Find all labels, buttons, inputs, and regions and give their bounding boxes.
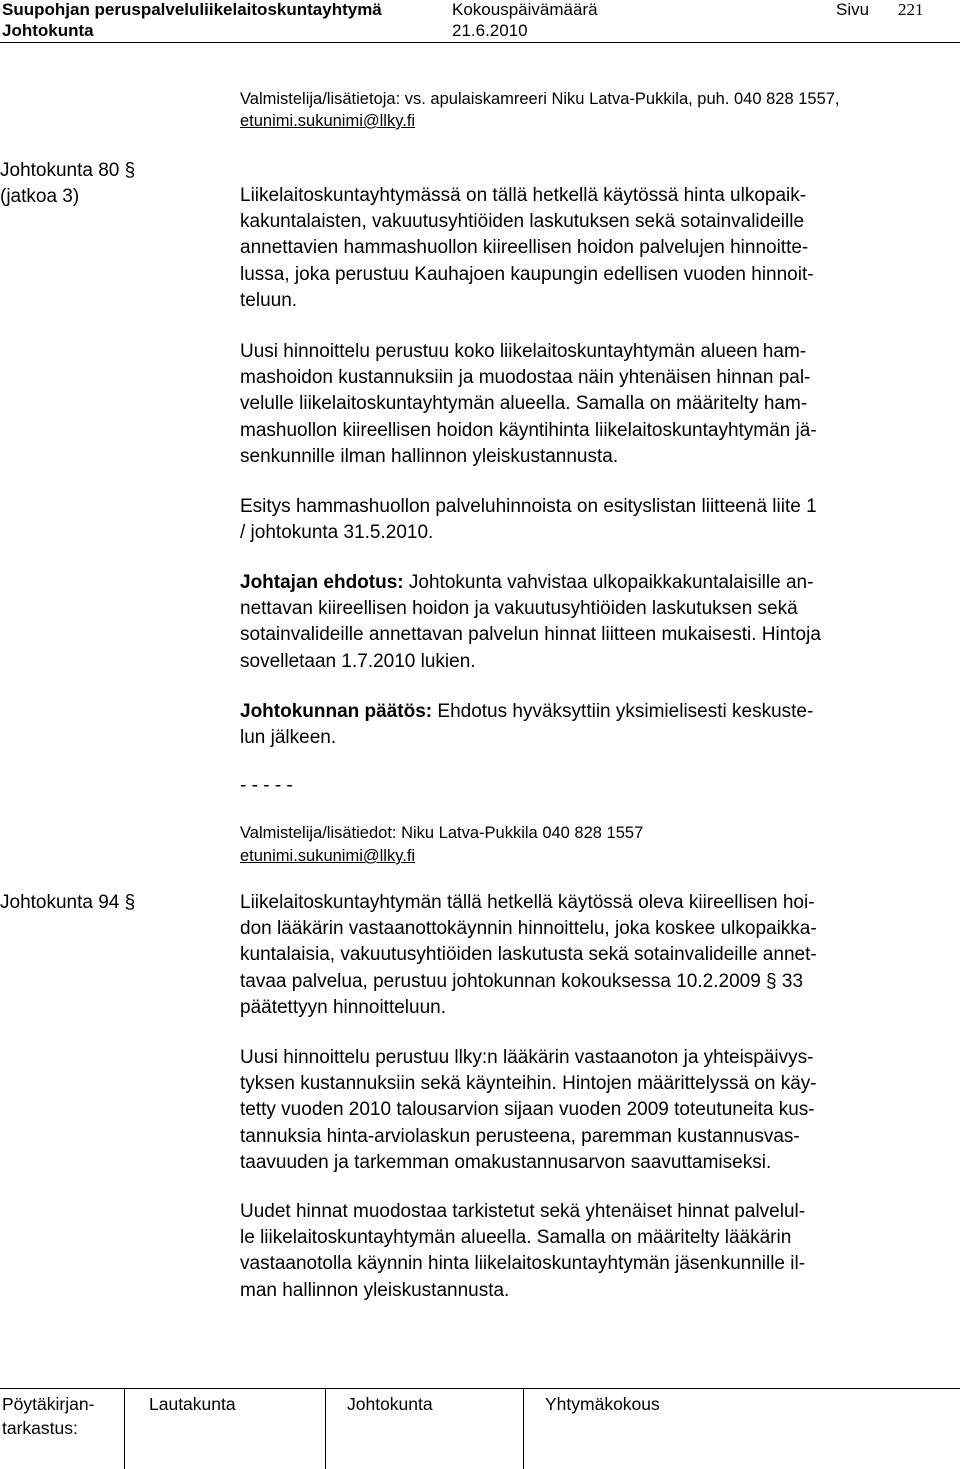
preparer-email-link[interactable]: etunimi.sukunimi@llky.fi [240, 847, 416, 865]
text-line: Johtokunta vahvistaa ulkopaikkakuntalaisille an- [403, 572, 814, 593]
text-line: Uudet hinnat muodostaa tarkistetut sekä yhtenäiset hinnat palvelul- [240, 1201, 806, 1222]
meeting-date: 21.6.2010 [452, 21, 528, 40]
section-ref: Johtokunta 94 § [0, 892, 136, 913]
footer-divider [523, 1389, 524, 1469]
decision-label: Johtokunnan päätös: [240, 701, 433, 722]
paragraph-1 [240, 183, 940, 314]
signature-johtokunta: Johtokunta [347, 1394, 433, 1414]
text-line: senkunnille ilman hallinnon yleiskustannusta. [240, 445, 619, 467]
header-rule [0, 42, 960, 43]
text-line: Liikelaitoskuntayhtymän tällä hetkellä käytössä oleva kiireellisen hoi- [240, 892, 815, 913]
board-decision [240, 699, 940, 751]
text-line: sotainvalideille annettavan palvelun hinnat liitteen mukaisesti. Hintoja [240, 624, 821, 646]
text-line: kakuntalaisten, vakuutusyhtiöiden laskutuksen sekä sotainvalideille [240, 211, 805, 233]
text-line: tannuksia hinta-arviolaskun perusteena, paremman kustannusvas- [240, 1125, 800, 1147]
page-number: 221 [898, 0, 924, 19]
meeting-date-label: Kokouspäivämäärä [452, 0, 598, 19]
text-line: kuntalaisia, vakuutusyhtiöiden laskutusta sekä sotainvalideille annet- [240, 944, 817, 966]
text-line: Liikelaitoskuntayhtymässä on tällä hetkellä käytössä hinta ulkopaik- [240, 185, 807, 206]
text-line: / johtokunta 31.5.2010. [240, 522, 434, 544]
paragraph-1 [240, 890, 940, 1021]
text-line: tyksen kustannuksiin sekä käynteihin. Hintojen määrittelyssä on käy- [240, 1073, 817, 1095]
verification-label: Pöytäkirjan- [2, 1394, 95, 1414]
text-line: päätettyyn hinnoitteluun. [240, 996, 446, 1018]
text-line: tavaa palvelua, perustuu johtokunnan kokouksessa 10.2.2009 § 33 [240, 970, 804, 992]
footer-rule [0, 1388, 960, 1389]
paragraph-2 [240, 339, 940, 470]
section-ref: Johtokunta 80 § [0, 160, 136, 181]
body-name: Johtokunta [2, 21, 94, 40]
section-separator: - - - - - [240, 775, 293, 796]
page-label: Sivu [836, 0, 870, 19]
footer-divider [325, 1389, 326, 1469]
text-line: annettavien hammashuollon kiireellisen hoidon palvelujen hinnoitte- [240, 237, 809, 259]
signature-yhtymakokous: Yhtymäkokous [545, 1394, 660, 1414]
director-proposal [240, 570, 940, 675]
text-line: man hallinnon yleiskustannusta. [240, 1279, 510, 1301]
text-line: mashuollon kiireellisen hoidon käyntihinta liikelaitoskuntayhtymän jä- [240, 419, 817, 441]
text-line: mashoidon kustannuksiin ja muodostaa näin yhtenäisen hinnan pal- [240, 367, 811, 389]
text-line: sovelletaan 1.7.2010 lukien. [240, 650, 476, 672]
text-line: Esitys hammashuollon palveluhinnoista on esityslistan liitteenä liite 1 [240, 496, 817, 517]
text-line: nettavan kiireellisen hoidon ja vakuutusyhtiöiden laskutuksen sekä [240, 598, 798, 620]
footer-divider [124, 1389, 125, 1469]
org-name: Suupohjan peruspalveluliikelaitoskuntayhtymä [2, 0, 382, 19]
preparer-info: Valmistelija/lisätietoja: vs. apulaiskamreeri Niku Latva-Pukkila, puh. 040 828 1557, [240, 90, 840, 108]
section-continuation: (jatkoa 3) [0, 186, 80, 207]
text-line: lun jälkeen. [240, 727, 337, 749]
paragraph-3 [240, 494, 940, 546]
preparer-email-link[interactable]: etunimi.sukunimi@llky.fi [240, 112, 416, 130]
text-line: lussa, joka perustuu Kauhajoen kaupungin edellisen vuoden hinnoit- [240, 263, 814, 285]
text-line: taavuuden ja tarkemman omakustannusarvon saavuttamiseksi. [240, 1151, 772, 1173]
text-line: tetty vuoden 2010 talousarvion sijaan vuoden 2009 toteutuneita kus- [240, 1099, 815, 1121]
preparer-info: Valmistelija/lisätiedot: Niku Latva-Pukkila 040 828 1557 [240, 824, 644, 842]
text-line: vastaanotolla käynnin hinta liikelaitoskuntayhtymän jäsenkunnille il- [240, 1253, 806, 1275]
text-line: teluun. [240, 289, 298, 311]
text-line: Uusi hinnoittelu perustuu koko liikelaitoskuntayhtymän alueen ham- [240, 341, 807, 362]
proposal-label: Johtajan ehdotus: [240, 572, 404, 593]
text-line: le liikelaitoskuntayhtymän alueella. Samalla on määritelty lääkärin [240, 1227, 792, 1249]
text-line: Uusi hinnoittelu perustuu llky:n lääkärin vastaanoton ja yhteispäivys- [240, 1047, 814, 1068]
paragraph-2 [240, 1045, 940, 1176]
text-line: don lääkärin vastaanottokäynnin hinnoittelu, joka koskee ulkopaikka- [240, 918, 817, 940]
verification-label-cont: tarkastus: [2, 1418, 78, 1438]
text-line: velulle liikelaitoskuntayhtymän alueella. Samalla on määritelty ham- [240, 393, 808, 415]
text-line: Ehdotus hyväksyttiin yksimielisesti keskuste- [432, 701, 814, 722]
signature-lautakunta: Lautakunta [149, 1394, 236, 1414]
paragraph-3 [240, 1199, 940, 1304]
